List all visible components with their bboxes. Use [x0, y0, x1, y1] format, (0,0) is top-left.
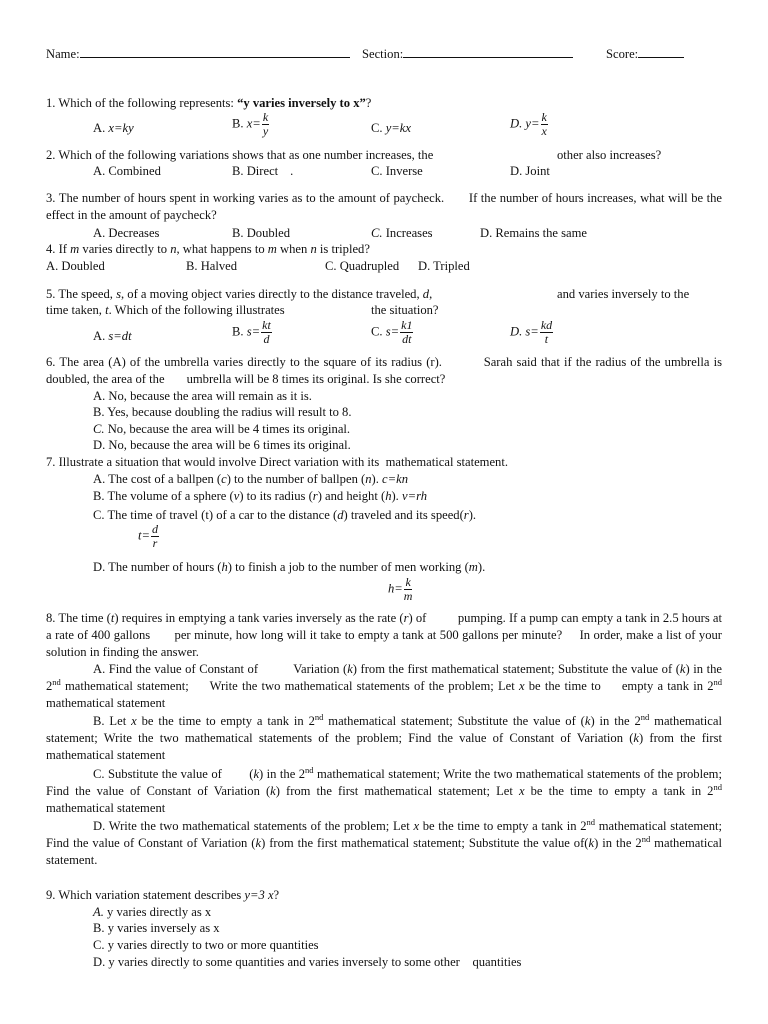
q5-l1d: and varies inversely to the: [557, 287, 690, 301]
q5-c-expr: s=: [385, 324, 400, 339]
q8-p1: 8. The time (: [46, 611, 111, 625]
q7-a-1: A. The cost of a ballpen (: [93, 472, 222, 486]
question-4: [46, 241, 370, 258]
q2-prompt: 2. Which of the following variations shows that as one number increases, the: [46, 148, 434, 162]
q2-prompt-cont: other also increases?: [557, 148, 662, 162]
q5-d-letter: D.: [510, 324, 523, 339]
q5-c-letter: C.: [371, 324, 383, 339]
q3-option-b[interactable]: B. Doubled: [232, 226, 291, 240]
q4-p4: when: [276, 242, 311, 256]
q8-a-x: x: [518, 678, 525, 693]
q3-option-d[interactable]: D. Remains the same: [480, 226, 588, 240]
q7-b-expr: v=rh: [401, 489, 428, 503]
q8-a5: be the time to empty a tank in 2: [524, 678, 714, 693]
q8-d2: be the time to empty a tank in 2: [419, 819, 587, 833]
q5-d-expr: s=: [525, 324, 539, 339]
q8-a-k: k: [347, 662, 353, 676]
q3-option-c[interactable]: [371, 225, 433, 242]
q8-c5: be the time to empty a tank in 2: [524, 783, 714, 798]
question-6: 6. The area (A) of the umbrella varies directly to the square of its radius (r). Sarah said that if the radius of the umbrella is doubled, the area of the umbrella will be 8 times its original. Is she correct?: [46, 355, 722, 386]
q8-a4: mathematical statement; Write the two mathematical statements of the problem; Let: [60, 678, 519, 693]
q1-b-den: y: [262, 124, 269, 138]
q3-c-text: Increases: [382, 226, 433, 240]
q1-a-letter: A.: [93, 121, 106, 135]
q8-a6: mathematical statement: [46, 695, 166, 710]
q5-b-fraction: [261, 319, 272, 346]
q7-d-m: m: [468, 560, 478, 574]
q5-t: t: [105, 303, 109, 317]
q7-c-r: r: [463, 508, 469, 522]
q2-b-dot: .: [290, 164, 294, 178]
q8-b5: mathematical statement; Write the two mathematical statements of the problem; Find the value of Constant of Variation (: [46, 714, 722, 745]
q1-option-a[interactable]: [93, 120, 134, 137]
q7-d-3: ).: [477, 560, 486, 574]
q7-d-expr: h=: [388, 581, 403, 596]
q8-a1: A. Find the value of Constant of Variation (: [93, 662, 348, 676]
q4-p5: is tripled?: [316, 242, 370, 256]
q7-c-den: r: [152, 536, 158, 550]
q4-m2: m: [267, 242, 277, 256]
q7-c-2: ) traveled and its speed(: [343, 508, 464, 522]
question-2: [46, 147, 433, 164]
q8-d6: mathematical statement.: [46, 835, 723, 867]
q2-option-d[interactable]: D. Joint: [510, 164, 550, 178]
q1-b-letter: B.: [232, 116, 244, 131]
q8-option-b[interactable]: [46, 713, 722, 763]
question-3: 3. The number of hours spent in working varies as to the amount of paycheck. If the number of hours increases, what will be the effect in the amount of paycheck?: [46, 191, 722, 222]
q8-d1: D. Write the two mathematical statements of the problem; Let: [93, 819, 414, 833]
q5-a-letter: A.: [93, 329, 106, 343]
name-label: Name:: [46, 47, 80, 61]
q4-option-a[interactable]: A. Doubled: [46, 259, 105, 273]
q7-d-fraction: [404, 576, 413, 603]
q8-d-x: x: [413, 819, 420, 833]
q8-c3: mathematical statement; Write the two mathematical statements of the problem; Find the value of Constant of Variation (: [46, 767, 722, 798]
q9-expr: y=3 x: [244, 888, 274, 902]
q7-option-c[interactable]: [93, 507, 476, 524]
question-1: [46, 95, 371, 112]
q8-c1: C. Substitute the value of (: [93, 767, 254, 781]
q9-prompt: 9. Which variation statement describes: [46, 888, 245, 902]
q8-a3: ) in the 2: [46, 662, 722, 693]
q9-a-text: y varies directly as x: [103, 905, 212, 919]
q6-option-c[interactable]: [93, 421, 350, 438]
q2-option-b[interactable]: [232, 163, 293, 180]
q8-d-k2: k: [588, 835, 595, 850]
question-5: [46, 286, 432, 303]
section-label: Section:: [362, 47, 404, 61]
q7-c-fraction: [151, 523, 159, 550]
q5-b-num: kt: [262, 318, 271, 332]
q5-option-a[interactable]: [93, 328, 132, 345]
q8-b-sup: nd: [314, 712, 324, 722]
q1-b-num: k: [262, 110, 269, 124]
q8-c-k: k: [253, 767, 260, 781]
q7-d-formula: [388, 576, 413, 603]
q7-a-c: c: [221, 472, 227, 486]
question-5-line2: [46, 302, 285, 319]
q8-p2: ) requires in emptying a tank varies inversely as the rate (: [114, 611, 404, 625]
q9-option-a[interactable]: [93, 904, 211, 921]
q8-t: t: [110, 611, 115, 625]
q3-c-letter: C.: [371, 226, 383, 240]
question-9: [46, 887, 279, 904]
q1-option-d[interactable]: [510, 111, 549, 138]
score-label: Score:: [606, 47, 639, 61]
q5-a-expr: s=dt: [108, 329, 132, 343]
q7-d-1: D. The number of hours (: [93, 560, 222, 574]
q5-l1c: ,: [429, 287, 433, 301]
q8-option-c[interactable]: [46, 766, 722, 816]
q8-option-d[interactable]: [46, 818, 722, 868]
q8-d4: ) from the first mathematical statement; Substitute the value of(: [261, 835, 589, 850]
q4-n2: n: [310, 242, 317, 256]
q8-b1: B. Let: [93, 714, 132, 728]
q1-a-expr: x=ky: [108, 121, 134, 135]
q5-l1a: 5. The speed,: [46, 287, 117, 301]
q5-c-fraction: [400, 319, 413, 346]
q4-option-c[interactable]: C. Quadrupled: [325, 259, 400, 273]
q9-option-b[interactable]: B. y varies inversely as x: [93, 921, 220, 935]
q7-c-num: d: [152, 522, 158, 536]
q8-b-k: k: [584, 714, 591, 728]
q7-b-r: r: [312, 489, 318, 503]
q7-a-expr: c=kn: [382, 472, 408, 486]
q8-b-sup2: nd: [640, 712, 650, 722]
q7-b-2: ) to its radius (: [239, 489, 313, 503]
section-field: [362, 45, 573, 63]
q5-option-c[interactable]: [371, 319, 414, 346]
q7-c-3: ).: [468, 508, 477, 522]
q5-b-den: d: [263, 332, 270, 346]
q8-d-sup2: nd: [641, 833, 651, 844]
score-field: [606, 45, 684, 63]
q6-option-a[interactable]: A. No, because the area will remain as it is.: [93, 389, 312, 403]
q6-c-text: No, because the area will be 4 times its original.: [104, 422, 351, 436]
q5-b-expr: s=: [246, 324, 261, 339]
q5-l2b: . Which of the following illustrates: [108, 303, 285, 317]
q5-l2a: time taken,: [46, 303, 106, 317]
q8-d-k: k: [255, 835, 262, 850]
score-blank[interactable]: [638, 45, 684, 58]
q7-c-expr: t=: [138, 528, 150, 543]
q7-b-1: B. The volume of a sphere (: [93, 489, 234, 503]
q1-d-den: x: [541, 124, 547, 138]
q7-d-h: h: [221, 560, 228, 574]
q4-option-b[interactable]: B. Halved: [186, 259, 238, 273]
q1-end: ?: [365, 96, 372, 110]
q8-b3: mathematical statement; Substitute the value of (: [323, 714, 585, 728]
q2-b-text: B. Direct: [232, 164, 279, 178]
q7-c-d: d: [337, 508, 344, 522]
q1-option-b[interactable]: [232, 111, 270, 138]
q8-r: r: [403, 611, 409, 625]
header-row: [46, 45, 350, 63]
q7-b-4: ).: [391, 489, 402, 503]
q8-p3: ) of pumping. If a pump can empty a tank in 2.5 hours at a rate of 400 gallons per minute, how long will it take to empty a tank at 500 gallons per minute? In order, make a list of your solution in finding the answer.: [46, 611, 723, 659]
q9-a-letter: A.: [93, 905, 104, 919]
q7-option-d[interactable]: [93, 559, 485, 576]
q4-m: m: [70, 242, 80, 256]
q2-option-c[interactable]: C. Inverse: [371, 164, 423, 178]
q7-b-3: ) and height (: [317, 489, 386, 503]
q1-d-fraction: [541, 111, 548, 138]
name-blank[interactable]: [80, 45, 350, 58]
q1-prompt: 1. Which of the following represents:: [46, 96, 238, 110]
q5-option-b[interactable]: [232, 319, 273, 346]
q7-option-a[interactable]: [93, 471, 408, 488]
q8-c4: ) from the first mathematical statement; Let: [275, 783, 519, 798]
q9-end: ?: [273, 888, 280, 902]
q7-d-num: k: [405, 575, 411, 589]
q8-c-x: x: [518, 783, 525, 798]
q7-b-h: h: [385, 489, 392, 503]
q8-b-x: x: [131, 714, 137, 728]
q5-d: d: [422, 287, 430, 301]
q1-d-num: k: [541, 110, 547, 124]
q8-c-sup2: nd: [713, 781, 722, 792]
q7-c-1: C. The time of travel (t) of a car to the distance (: [93, 508, 338, 522]
q7-d-den: m: [403, 589, 413, 603]
q8-a-sup: nd: [52, 676, 61, 687]
q6-option-d[interactable]: D. No, because the area will be 6 times its original.: [93, 438, 351, 452]
q7-b-v: v: [233, 489, 240, 503]
q8-c-k2: k: [270, 783, 276, 798]
q1-b-fraction: [262, 111, 269, 138]
q3-option-a[interactable]: A. Decreases: [93, 226, 160, 240]
q8-b-k2: k: [633, 730, 639, 745]
q8-d5: ) in the 2: [594, 835, 642, 850]
q6-option-b[interactable]: B. Yes, because doubling the radius will result to 8.: [93, 405, 352, 419]
q5-d-fraction: [540, 319, 553, 346]
q8-d3: mathematical statement; Find the value of Constant of Variation (: [46, 819, 722, 850]
q1-c-letter: C.: [371, 121, 383, 135]
q7-a-3: ).: [371, 472, 383, 486]
q8-option-a[interactable]: [46, 661, 722, 711]
q5-b-letter: B.: [232, 324, 244, 339]
q7-c-formula: [138, 523, 160, 550]
q8-a-sup2: nd: [713, 676, 722, 687]
q1-d-expr: y=: [525, 116, 540, 131]
q8-a-k2: k: [679, 662, 686, 676]
q5-s: s: [116, 287, 121, 301]
q4-p2: varies directly to: [79, 242, 171, 256]
q4-option-d[interactable]: D. Tripled: [418, 259, 470, 273]
q1-d-letter: D.: [510, 116, 523, 131]
q7-a-2: ) to the number of ballpen (: [226, 472, 366, 486]
q9-option-c[interactable]: C. y varies directly to two or more quantities: [93, 938, 319, 952]
q8-b4: ) in the 2: [590, 714, 641, 728]
q8-d-sup: nd: [586, 817, 596, 827]
q5-l1b: , of a moving object varies directly to the distance traveled,: [120, 287, 423, 301]
q5-c-num: k1: [401, 318, 413, 332]
q8-c2: ) in the 2: [259, 767, 306, 781]
q4-n: n: [170, 242, 177, 256]
q5-c-den: dt: [402, 332, 412, 346]
q4-p1: 4. If: [46, 242, 71, 256]
q8-a2: ) from the first mathematical statement; Substitute the value of (: [352, 662, 680, 676]
q1-c-expr: y=kx: [385, 121, 411, 135]
q7-a-n: n: [365, 472, 372, 486]
q5-d-num: kd: [540, 318, 553, 332]
section-blank[interactable]: [403, 45, 573, 58]
question-8: [46, 610, 722, 660]
q1-option-c[interactable]: [371, 120, 411, 137]
q8-b6: ) from the first mathematical statement: [46, 730, 722, 762]
q8-c6: mathematical statement: [46, 800, 166, 815]
q7-d-2: ) to finish a job to the number of men working (: [227, 560, 469, 574]
q1-b-expr: x=: [246, 116, 261, 131]
question-7: 7. Illustrate a situation that would involve Direct variation with its mathematical statement.: [46, 455, 509, 469]
q5-option-d[interactable]: [510, 319, 554, 346]
q5-d-den: t: [544, 332, 549, 346]
q1-emphasis: “y varies inversely to x”: [237, 96, 366, 110]
q8-b2: be the time to empty a tank in 2: [136, 714, 315, 728]
q4-p3: , what happens to: [176, 242, 268, 256]
q2-option-a[interactable]: A. Combined: [93, 164, 161, 178]
q8-c-sup: nd: [305, 765, 314, 775]
q7-option-b[interactable]: [93, 488, 427, 505]
q6-c-letter: C.: [93, 422, 105, 436]
q5-l2c: the situation?: [371, 303, 439, 317]
q9-option-d[interactable]: D. y varies directly to some quantities and varies inversely to some other quantities: [93, 955, 522, 969]
